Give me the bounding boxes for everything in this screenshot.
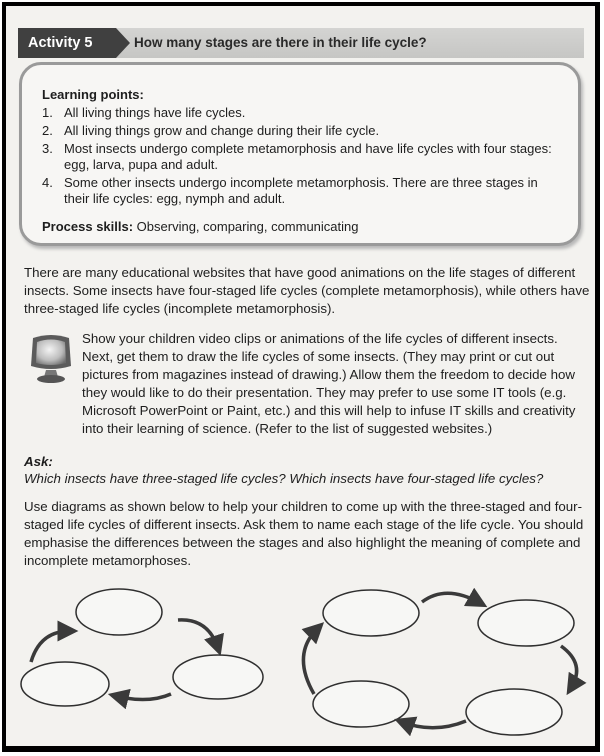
cycle-arrow: [303, 628, 318, 694]
ask-question: Which insects have three-staged life cycles? Which insects have four-staged life cycles?: [24, 471, 544, 486]
learning-point-text: All living things grow and change during their life cycle.: [64, 123, 380, 138]
learning-points-box: [19, 62, 581, 246]
cycle-arrow: [116, 694, 171, 700]
cycle-arrow: [178, 620, 218, 648]
learning-points-list: [42, 105, 562, 209]
ask-label: Ask:: [24, 454, 53, 469]
cycle-arrow: [422, 593, 480, 603]
stage-oval: [21, 662, 109, 706]
learning-point-number: 3.: [42, 141, 53, 156]
learning-point: [42, 123, 562, 139]
learning-point: [42, 105, 562, 121]
stage-oval: [323, 590, 419, 636]
learning-point-number: 1.: [42, 105, 53, 120]
life-cycle-diagrams: [6, 576, 600, 752]
learning-point-text: Most insects undergo complete metamorphosis and have life cycles with four stages: egg, larva, pupa and adult.: [64, 141, 552, 172]
activity-badge: Activity 5: [18, 28, 116, 58]
activity-paragraph: Show your children video clips or animations of the life cycles of different insects. Next, get them to draw the life cycles of some insects. (They may print or cut out pictures from magazines instead of drawing.) Allow them the freedom to decide how they would like to do their presentation. They may prefer to use some IT tools (e.g. Microsoft PowerPoint or Paint, etc.) and this will help to infuse IT skills and creativity into their learning of science. (Refer to the list of suggested websites.): [82, 331, 576, 436]
intro-paragraph: There are many educational websites that have good animations on the life stages of different insects. Some insects have four-staged life cycles (complete metamorphosis), while others have three-staged life cycles (incomplete metamorphosis).: [24, 265, 590, 316]
learning-point: [42, 175, 562, 207]
cycle-arrow: [561, 646, 577, 688]
page-frame: [2, 2, 600, 752]
learning-point-text: Some other insects undergo incomplete metamorphosis. There are three stages in their life cycles: egg, nymph and adult.: [64, 175, 538, 206]
process-skills-text: Observing, comparing, communicating: [133, 219, 359, 234]
activity-title: How many stages are there in their life cycle?: [134, 35, 427, 50]
learning-point: [42, 141, 562, 173]
stage-oval: [173, 655, 263, 699]
stage-oval: [466, 689, 562, 735]
four-stage-cycle: [313, 590, 574, 735]
learning-point-text: All living things have life cycles.: [64, 105, 246, 120]
activity-header: [18, 28, 584, 58]
learning-point-number: 2.: [42, 123, 53, 138]
diagram-paragraph: Use diagrams as shown below to help your children to come up with the three-staged and four-staged life cycles of different insects. Ask them to name each stage of the life cycle. You should emphasise the differences between the stages and also highlight the meaning of complete and incomplete metamorphoses.: [24, 499, 584, 568]
cycle-arrow: [402, 721, 466, 728]
learning-point-number: 4.: [42, 175, 53, 190]
process-skills: [42, 219, 359, 234]
stage-oval: [313, 681, 409, 727]
three-stage-cycle: [21, 589, 263, 706]
computer-monitor-icon: [28, 332, 74, 384]
learning-points-title: Learning points:: [42, 87, 144, 102]
cycle-arrow: [31, 631, 70, 662]
process-skills-label: Process skills:: [42, 219, 134, 234]
stage-oval: [478, 600, 574, 646]
stage-oval: [76, 589, 162, 635]
